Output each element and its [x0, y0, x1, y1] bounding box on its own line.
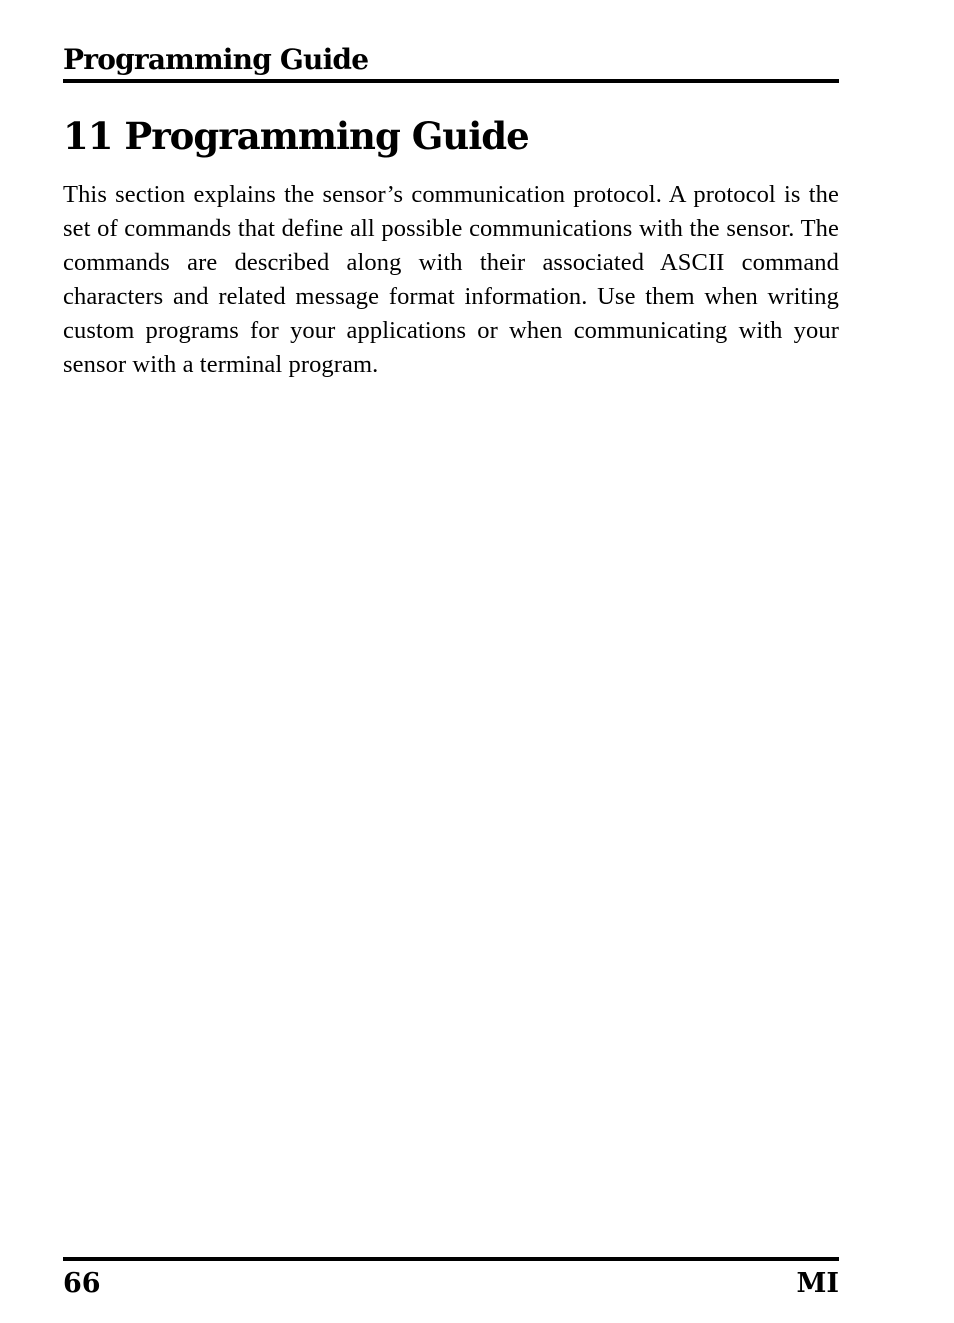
product-code: MI [796, 1268, 839, 1299]
running-header-title: Programming Guide [63, 43, 369, 76]
footer-rule [63, 1257, 839, 1261]
body-paragraph: This section explains the sensor’s communication protocol. A protocol is the set of commands that define all possible communications with the sensor. The commands are described along with their associated ASCII command characters and related message format information. Use them when writing custom programs for your applications or when communicating with your sensor with a terminal program. [63, 181, 839, 378]
header-rule [63, 79, 839, 83]
chapter-heading: 11 Programming Guide [63, 114, 529, 158]
page-footer [63, 1264, 839, 1304]
running-header [63, 40, 839, 84]
page-number: 66 [63, 1268, 101, 1299]
